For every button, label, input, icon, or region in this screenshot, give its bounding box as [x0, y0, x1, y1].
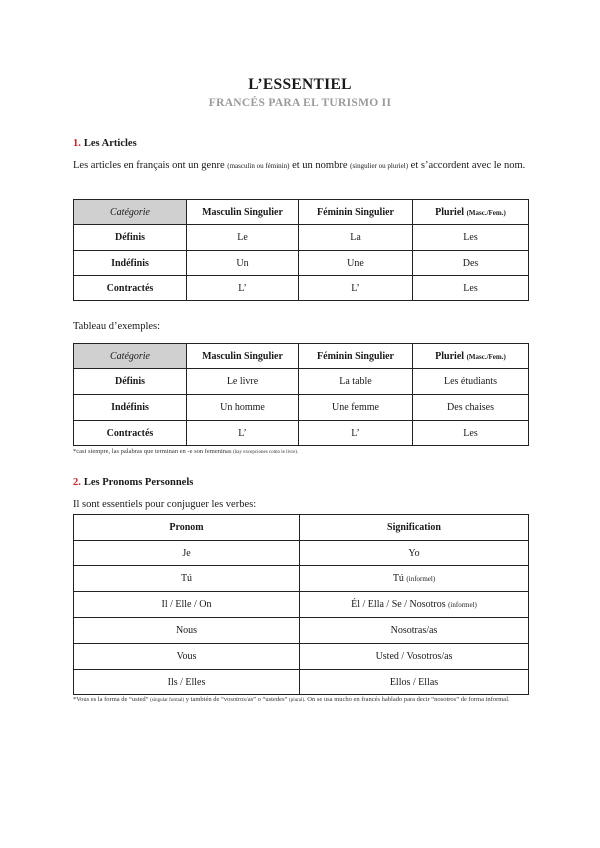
meaning-text: Ellos / Ellas [389, 676, 439, 688]
header-pluriel-note: (Masc./Fem.) [466, 208, 506, 217]
meaning-cell [300, 592, 529, 618]
section-1-heading [73, 138, 137, 149]
row-label: Contractés [74, 421, 187, 446]
table-cell: Le [187, 225, 299, 251]
pronoun-cell: Vous [74, 644, 300, 670]
pronoun-cell: Ils / Elles [74, 670, 300, 695]
table-row [74, 644, 529, 670]
footnote-note-1: (singular formal) [150, 698, 185, 703]
meaning-cell [300, 670, 529, 695]
table-cell: La [299, 225, 413, 251]
table-cell: L’ [299, 421, 413, 446]
footnote-text-2: y también de “vosotros/as” o “ustedes” [184, 696, 290, 703]
footnote-text: *casi siempre, las palabras que terminan en -e son femeninas [73, 448, 234, 455]
section-1-footnote [73, 446, 533, 458]
section-2-intro: Il sont essentiels pour conjuguer les verbes: [73, 499, 257, 510]
examples-label: Tableau d’exemples: [73, 321, 161, 332]
table-row [74, 395, 529, 421]
table-row [74, 566, 529, 592]
section-1-number: 1. [73, 138, 81, 149]
footnote-note-2: (plural) [289, 698, 305, 703]
meaning-cell [300, 644, 529, 670]
meaning-cell [300, 618, 529, 644]
row-label: Indéfinis [74, 395, 187, 421]
footnote-text-1: *Vous es la forma de “usted” [73, 696, 151, 703]
table-cell: Une [299, 251, 413, 276]
header-masculin-singulier: Masculin Singulier [187, 344, 299, 369]
header-pluriel [413, 200, 529, 225]
pronoun-cell: Il / Elle / On [74, 592, 300, 618]
header-feminin-singulier: Féminin Singulier [299, 344, 413, 369]
table-cell: L’ [299, 276, 413, 301]
header-pluriel-label: Pluriel [435, 206, 465, 218]
row-label: Définis [74, 225, 187, 251]
intro-note-number: (singulier ou pluriel) [350, 162, 409, 170]
row-label: Contractés [74, 276, 187, 301]
pronouns-table [73, 514, 529, 695]
meaning-text: Yo [408, 547, 420, 559]
pronoun-cell: Je [74, 541, 300, 566]
meaning-text: Tú [392, 573, 407, 584]
section-2-title: Les Pronoms Personnels [83, 477, 194, 488]
meaning-cell [300, 541, 529, 566]
section-2-number: 2. [73, 477, 81, 488]
header-feminin-singulier: Féminin Singulier [299, 200, 413, 225]
table-cell: Une femme [299, 395, 413, 421]
pronouns-header-row [74, 515, 529, 541]
row-label: Définis [74, 369, 187, 395]
table-row [74, 251, 529, 276]
table-cell: Un [187, 251, 299, 276]
articles-header-row [74, 200, 529, 225]
footnote-text-3: . On se usa mucho en francés hablado para decir “nosotros” de forma informal. [304, 696, 510, 703]
table-cell: La table [299, 369, 413, 395]
header-pluriel-note: (Masc./Fem.) [466, 352, 506, 361]
pronoun-cell: Nous [74, 618, 300, 644]
row-label: Indéfinis [74, 251, 187, 276]
intro-text-2: et un nombre [289, 160, 351, 171]
table-row [74, 369, 529, 395]
table-cell: Les [413, 225, 529, 251]
meaning-note: (informel) [406, 575, 436, 583]
header-pluriel-label: Pluriel [435, 350, 465, 362]
table-cell: Les [413, 276, 529, 301]
table-cell: Des chaises [413, 395, 529, 421]
header-pluriel [413, 344, 529, 369]
page-title: L’ESSENTIEL [248, 76, 352, 93]
table-cell: Les [413, 421, 529, 446]
pronoun-cell: Tú [74, 566, 300, 592]
table-row [74, 592, 529, 618]
intro-text-3: et s’accordent avec le nom. [408, 160, 526, 171]
meaning-text: Nosotras/as [390, 625, 438, 636]
table-row [74, 618, 529, 644]
table-cell: L’ [187, 276, 299, 301]
intro-note-gender: (masculin ou féminin) [227, 162, 290, 170]
table-cell: Le livre [187, 369, 299, 395]
meaning-note: (informel) [448, 601, 477, 609]
meaning-text: Usted / Vosotros/as [375, 651, 453, 662]
header-signification: Signification [300, 515, 529, 541]
header-pronom: Pronom [74, 515, 300, 541]
section-1-title: Les Articles [83, 138, 137, 149]
examples-header-row [74, 344, 529, 369]
table-row [74, 225, 529, 251]
section-1-intro [73, 157, 533, 175]
meaning-cell [300, 566, 529, 592]
table-cell: Un homme [187, 395, 299, 421]
table-row [74, 670, 529, 695]
intro-text-1: Les articles en français ont un genre [73, 160, 228, 171]
table-row [74, 541, 529, 566]
table-row [74, 276, 529, 301]
table-cell: Des [413, 251, 529, 276]
page-subtitle: FRANCÉS PARA EL TURISMO II [208, 97, 392, 109]
examples-table [73, 343, 529, 446]
table-cell: L’ [187, 421, 299, 446]
section-2-heading [73, 477, 193, 488]
section-2-footnote [73, 694, 533, 706]
articles-table [73, 199, 529, 301]
table-row [74, 421, 529, 446]
header-category: Catégorie [74, 200, 187, 225]
header-category: Catégorie [74, 344, 187, 369]
table-cell: Les étudiants [413, 369, 529, 395]
meaning-text: Él / Ella / Se / Nosotros [351, 599, 449, 610]
footnote-note: (hay excepciones como le livre). [233, 450, 299, 455]
header-masculin-singulier: Masculin Singulier [187, 200, 299, 225]
